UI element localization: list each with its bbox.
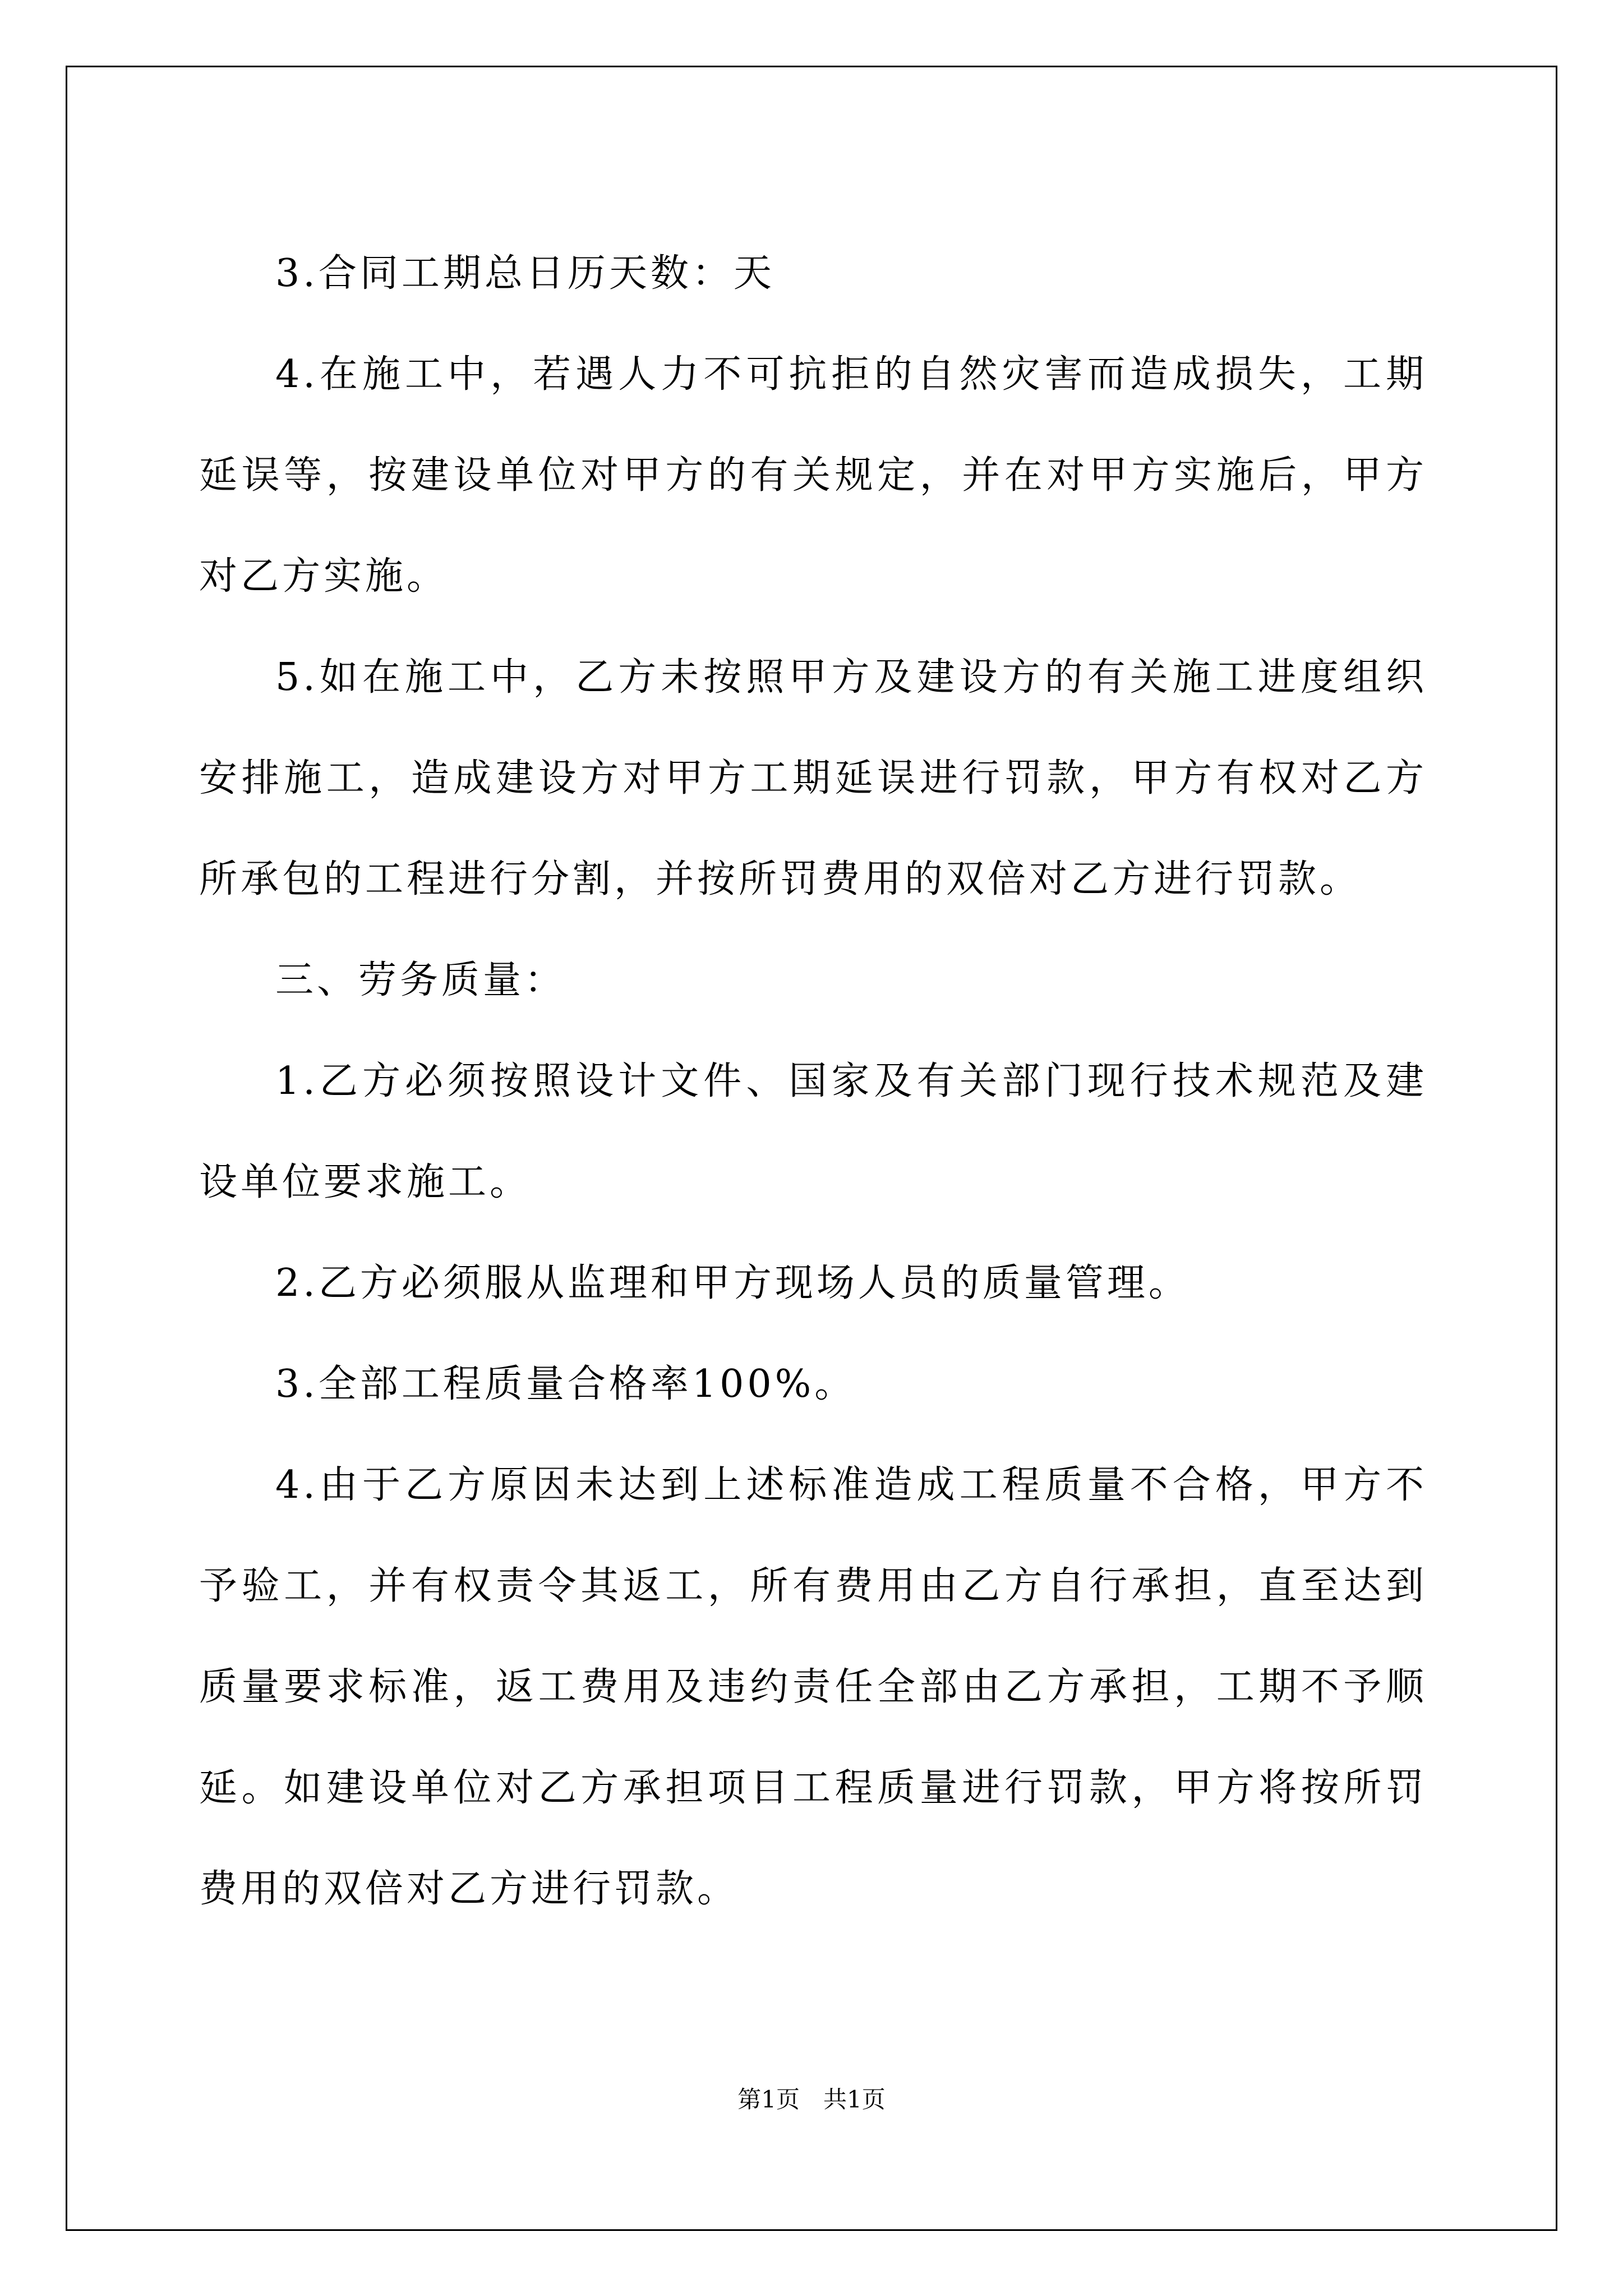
section-heading-labor-quality: 三、劳务质量：: [275, 958, 566, 1002]
paragraph-duration: 3.合同工期总日历天数：天: [275, 251, 775, 296]
paragraph-force-majeure: 4.在施工中，若遇人力不可抗拒的自然灾害而造成损失，工期延误等，按建设单位对甲方的有关规定，并在对甲方实施后，甲方对乙方实施。: [199, 352, 1427, 599]
page-footer: 第1页 共1页: [737, 2086, 886, 2113]
document-body: [199, 223, 1427, 1940]
paragraph-pass-rate: 3.全部工程质量合格率100%。: [275, 1362, 856, 1406]
paragraph-quality-management: 2.乙方必须服从监理和甲方现场人员的质量管理。: [275, 1261, 1190, 1305]
paragraph-design-compliance: 1.乙方必须按照设计文件、国家及有关部门现行技术规范及建设单位要求施工。: [199, 1059, 1427, 1204]
paragraph-rework-penalty: 4.由于乙方原因未达到上述标准造成工程质量不合格，甲方不予验工，并有权责令其返工，所有费用由乙方自行承担，直至达到质量要求标准，返工费用及违约责任全部由乙方承担，工期不予顺延。如建设单位对乙方承担项目工程质量进行罚款，甲方将按所罚费用的双倍对乙方进行罚款。: [199, 1463, 1427, 1911]
paragraph-schedule-penalty: 5.如在施工中，乙方未按照甲方及建设方的有关施工进度组织安排施工，造成建设方对甲方工期延误进行罚款，甲方有权对乙方所承包的工程进行分割，并按所罚费用的双倍对乙方进行罚款。: [199, 655, 1427, 901]
